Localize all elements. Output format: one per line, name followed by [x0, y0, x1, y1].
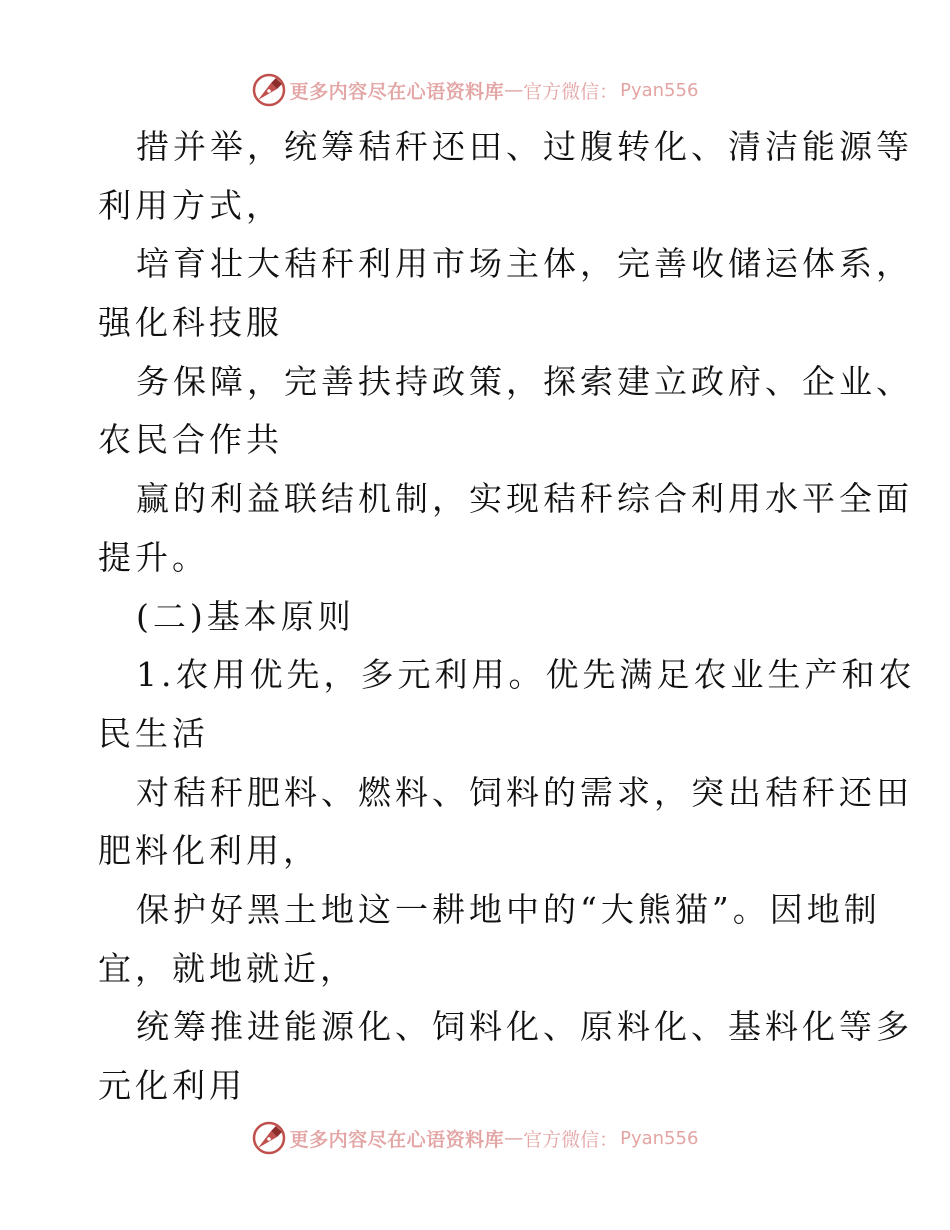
- header-banner-separator: —: [504, 79, 524, 101]
- body-line: 务保障，完善扶持政策，探索建立政府、企业、: [136, 361, 913, 401]
- header-banner-wechat-label: 官方微信：: [523, 80, 619, 103]
- body-line: 强化科技服: [98, 303, 283, 343]
- footer-banner-wechat-label: 官方微信：: [523, 1128, 619, 1151]
- body-line: 培育壮大秸秆利用市场主体，完善收储运体系，: [136, 244, 913, 284]
- header-banner-title: 更多内容尽在心语资料库: [289, 80, 505, 103]
- document-body: [98, 118, 916, 1116]
- body-line: 赢的利益联结机制，实现秸秆综合利用水平全面: [136, 479, 913, 519]
- pen-nib-logo-icon: [252, 1121, 286, 1155]
- body-line: 农民合作共: [98, 420, 283, 460]
- body-line: 保护好黑土地这一耕地中的“大熊猫”。因地制: [136, 889, 881, 929]
- body-line: 民生活: [98, 713, 209, 753]
- footer-banner-wechat-id: Pyan556: [620, 1127, 699, 1149]
- section-heading: (二)基本原则: [136, 596, 355, 636]
- body-line: 提升。: [98, 537, 209, 577]
- body-line: 措并举，统筹秸秆还田、过腹转化、清洁能源等: [136, 127, 913, 166]
- pen-nib-logo-icon: [252, 73, 286, 107]
- body-line: 肥料化利用，: [98, 831, 320, 871]
- header-banner: [0, 70, 950, 110]
- footer-banner-separator: —: [504, 1127, 524, 1149]
- body-line: 利用方式，: [98, 185, 283, 225]
- header-banner-wechat-id: Pyan556: [620, 79, 699, 101]
- body-line: 对秸秆肥料、燃料、饲料的需求，突出秸秆还田: [136, 772, 913, 812]
- body-line: 统筹推进能源化、饲料化、原料化、基料化等多: [136, 1007, 913, 1047]
- body-line: 宜，就地就近，: [98, 948, 357, 988]
- body-line: 1.农用优先，多元利用。优先满足农业生产和农: [136, 655, 916, 695]
- footer-banner: [0, 1118, 950, 1158]
- footer-banner-title: 更多内容尽在心语资料库: [289, 1128, 505, 1151]
- body-line: 元化利用: [98, 1066, 246, 1105]
